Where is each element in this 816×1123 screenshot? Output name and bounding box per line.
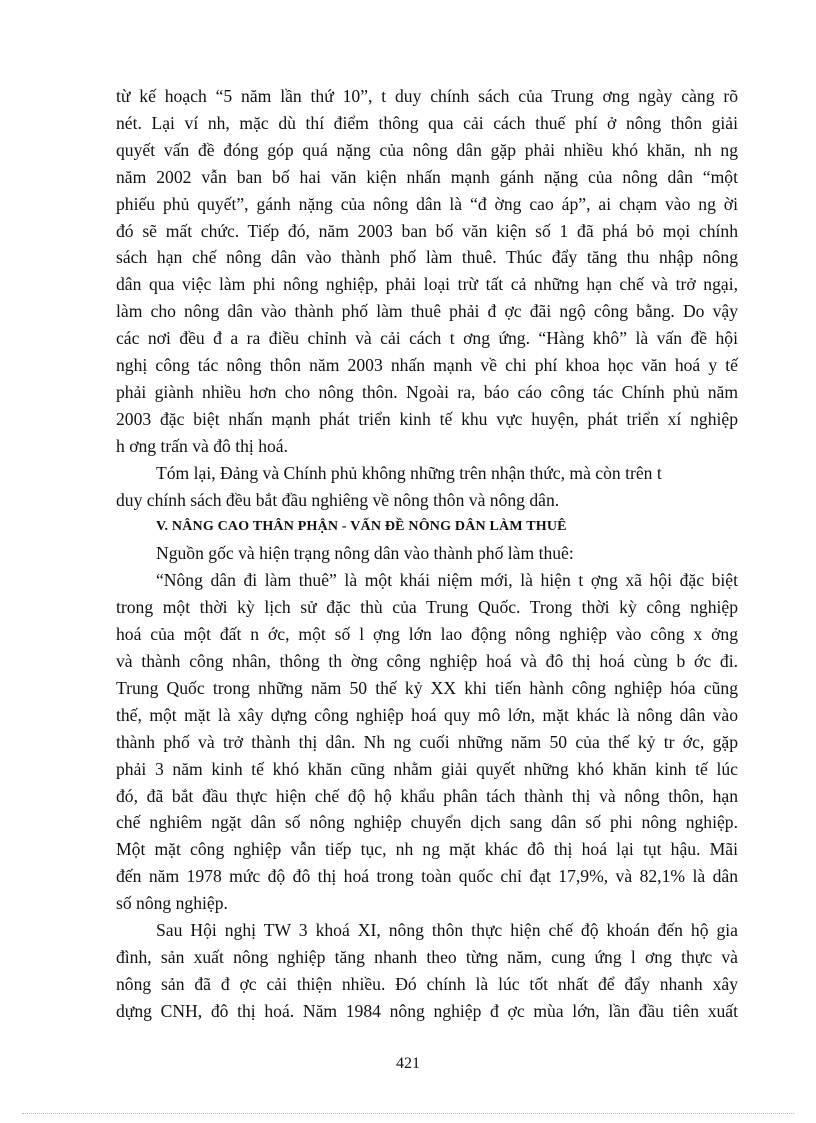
text-line: số nông nghiệp. [116,893,228,914]
text-line: Sau Hội nghị TW 3 khoá XI, nông thôn thực hiện chế độ khoán đến hộ gia [156,920,738,941]
text-line: các nơi đều đ a ra điều chỉnh và cải cách t ơng ứng. “Hàng khô” là vấn đề hội [116,328,738,349]
text-line: Nguồn gốc và hiện trạng nông dân vào thành phố làm thuê: [156,543,574,564]
text-line: Trung Quốc trong những năm 50 thế kỷ XX khi tiến hành công nghiệp hóa cũng [116,677,738,698]
text-line: đình, sản xuất nông nghiệp tăng nhanh theo từng năm, cung ứng l ơng thực và [116,947,738,967]
text-line: quyết vấn đề đóng góp quá nặng của nông dân gặp phải nhiều khó khăn, nh ng [116,139,738,160]
paragraph-2 [116,460,738,514]
text-line: phải 3 năm kinh tế khó khăn cũng nhằm giải quyết những khó khăn kinh tế lúc [116,758,738,779]
text-line: “Nông dân đi làm thuê” là một khái niệm mới, là hiện t ợng xã hội đặc biệt [156,570,738,591]
text-line: h ơng trấn và đô thị hoá. [116,435,289,456]
text-line: nghị công tác nông thôn năm 2003 nhấn mạnh về chi phí khoa học văn hoá y tế [116,355,738,376]
paragraph-1 [116,83,738,460]
paragraph-5 [116,917,738,1025]
text-line: từ kế hoạch “5 năm lần thứ 10”, t duy chính sách của Trung ơng ngày càng rõ [116,86,738,106]
page-number: 421 [396,1055,420,1072]
text-line: hoá của một đất n ớc, một số l ợng lớn lao động nông nghiệp vào công x ởng [116,624,738,645]
text-line: trong một thời kỳ lịch sử đặc thù của Trung Quốc. Trong thời kỳ công nghiệp [116,597,738,618]
text-line: 2003 đặc biệt nhấn mạnh phát triển kinh tế khu vực huyện, phát triển xí nghiệp [116,408,738,429]
text-line: năm 2002 vẫn ban bố hai văn kiện nhấn mạnh gánh nặng của nông dân “một [116,166,738,187]
text-line: sách hạn chế nông dân vào thành phố làm thuê. Thúc đẩy tăng thu nhập nông [116,247,738,268]
paragraph-4 [116,567,738,917]
text-line: đến năm 1978 mức độ đô thị hoá trong toàn quốc chỉ đạt 17,9%, và 82,1% là dân [116,866,738,887]
body-text [116,83,738,1025]
text-line: Tóm lại, Đảng và Chính phủ không những trên nhận thức, mà còn trên t [156,462,662,483]
text-line: chế nghiêm ngặt dân số nông nghiệp chuyển dịch sang dân số phi nông nghiệp. [116,812,738,833]
text-line: thành phố và trở thành thị dân. Nh ng cuối những năm 50 của thế kỷ tr ớc, gặp [116,731,738,752]
text-line: duy chính sách đều bắt đầu nghiêng về nông thôn và nông dân. [116,489,560,510]
text-line: đó, đã bắt đầu thực hiện chế độ hộ khẩu phân tách thành thị và nông thôn, hạn [116,785,738,806]
text-line: Một mặt công nghiệp vẫn tiếp tục, nh ng mặt khác đô thị hoá lại tụt hậu. Mãi [116,839,738,860]
text-line: dân qua việc làm phi nông nghiệp, phải loại trừ tất cả những hạn chế và trở ngại, [116,274,738,295]
section-heading: V. NÂNG CAO THÂN PHẬN - VẤN ĐỀ NÔNG DÂN LÀM THUÊ [156,518,567,534]
paragraph-3 [116,540,738,567]
text-line: phải giành nhiều hơn cho nông thôn. Ngoài ra, báo cáo công tác Chính phủ năm [116,381,738,402]
text-line: làm cho nông dân vào thành phố làm thuê phải đ ợc đãi ngộ công bằng. Do vậy [116,301,738,322]
page-bottom-divider [22,1113,794,1114]
text-line: dựng CNH, đô thị hoá. Năm 1984 nông nghiệp đ ợc mùa lớn, lần đầu tiên xuất [116,1000,738,1021]
text-line: phiếu phủ quyết”, gánh nặng của nông dân là “đ ờng cao áp”, ai chạm vào ng ời [116,193,738,214]
text-line: thế, một mặt là xây dựng công nghiệp hoá quy mô lớn, mặt khác là nông dân vào [116,704,738,725]
text-line: và thành công nhân, thông th ờng công nghiệp hoá và đô thị hoá cùng b ớc đi. [116,651,738,672]
text-line: nét. Lại ví nh, mặc dù thí điểm thông qua cải cách thuế phí ở nông thôn giải [116,112,738,133]
text-line: nông sản đã đ ợc cải thiện nhiều. Đó chính là lúc tốt nhất để đẩy nhanh xây [116,973,738,994]
text-line: đó sẽ mất chức. Tiếp đó, năm 2003 ban bố văn kiện số 1 đã phá bỏ mọi chính [116,220,738,241]
